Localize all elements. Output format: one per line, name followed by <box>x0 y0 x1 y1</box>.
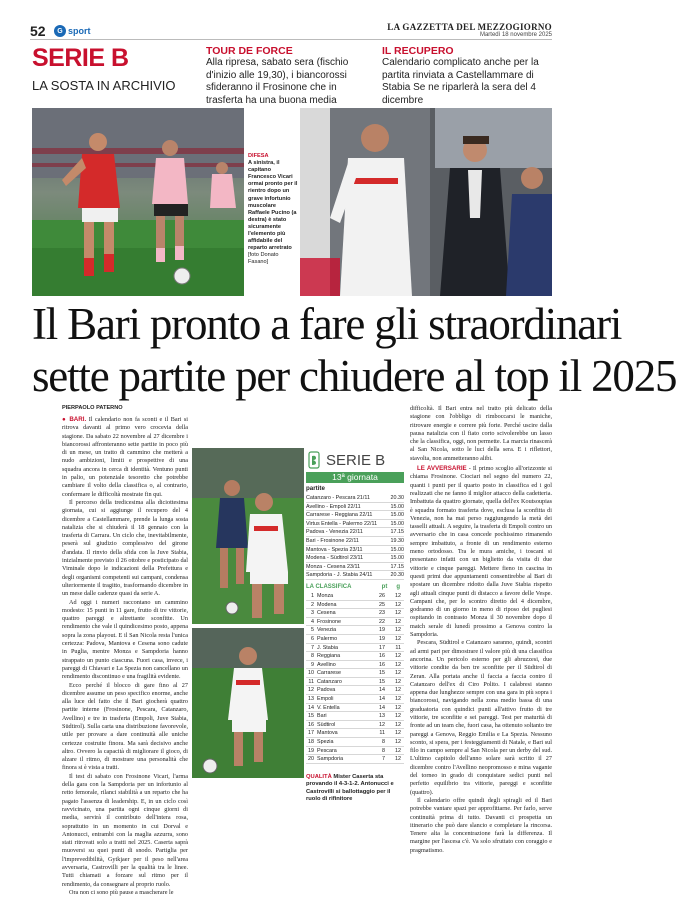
table-team: Frosinone <box>317 618 341 625</box>
section-title: SERIE B <box>32 44 129 72</box>
match-time: 20.30 <box>390 572 404 579</box>
table-pos: 1 <box>311 592 314 599</box>
newspaper-name: LA GAZZETTA DEL MEZZOGIORNO <box>387 22 552 32</box>
photo-caption <box>248 153 298 267</box>
match-teams: Mantova - Spezia 23/11 <box>306 546 363 553</box>
table-team: Spezia <box>317 739 334 746</box>
table-row <box>306 738 404 747</box>
match-time: 17.15 <box>390 529 404 536</box>
match-time: 15.00 <box>390 555 404 562</box>
table-pos: 10 <box>308 670 314 677</box>
table-points: 12 <box>379 721 385 728</box>
photo-pucino <box>300 108 552 296</box>
box-text: Calendario complicato anche per la partita rinviata a Castellammare di Stabia Se ne riparlerà la sera del 4 dicembre <box>382 57 539 106</box>
table-row <box>306 669 404 678</box>
match-row <box>306 537 404 546</box>
table-row <box>306 644 404 653</box>
headline-line-1: Il Bari pronto a fare gli straordinari <box>32 299 622 349</box>
caption-text: A sinistra, il capitano Francesco Vicari ormai pronto per il rientro dopo un grave infortunio muscolare Raffaele Pucino (a destra) è stato sicuramente l'elemento più affidabile del reparto arretrato <box>248 160 298 252</box>
table-games: 12 <box>395 687 401 694</box>
table-row <box>306 721 404 730</box>
caption-credit: [foto Donato Fasano] <box>248 252 279 266</box>
table-pos: 14 <box>308 704 314 711</box>
table-pos: 8 <box>311 653 314 660</box>
table-points: 26 <box>379 592 385 599</box>
table-team: V. Entella <box>317 704 340 711</box>
dateline: BARI. <box>69 416 87 423</box>
table-pos: 16 <box>308 721 314 728</box>
standings-table <box>306 592 404 764</box>
table-header-label: LA CLASSIFICA <box>306 583 352 590</box>
photo-pucino-image <box>300 108 552 296</box>
table-row <box>306 592 404 601</box>
section-tag <box>54 24 96 38</box>
table-team: Sampdoria <box>317 756 344 763</box>
table-points: 14 <box>379 696 385 703</box>
table-pos: 18 <box>308 739 314 746</box>
table-points: 23 <box>379 610 385 617</box>
match-teams: Carrarese - Reggiana 22/11 <box>306 512 373 519</box>
table-points: 7 <box>382 756 385 763</box>
table-points: 19 <box>379 635 385 642</box>
table-team: Mantova <box>317 730 338 737</box>
table-row <box>306 678 404 687</box>
table-points: 16 <box>379 661 385 668</box>
section-tag-label: sport <box>68 26 91 36</box>
box-tour-de-force <box>206 45 372 107</box>
match-time: 15.00 <box>390 546 404 553</box>
match-row <box>306 494 404 503</box>
match-teams: Avellino - Empoli 22/11 <box>306 503 361 510</box>
match-row <box>306 563 404 572</box>
article-paragraph: Ad oggi i numeri raccontano un cammino modesto: 15 punti in 11 gare, frutto di tre vittorie, quattro pareggi e altrettante sconfitte. Un rendimento che vale il quindicesimo posto, appena sopra la zona playout. E il San Nicola resta l'unica certezza: Padova, Mantova e Cesena sono cadute in Puglia, mentre Monza e Sampdoria hanno strappato un punto ciascuna. Fuori casa, invece, i pareggi di Chiavari e La Spezia non cancellano un rendimento discontinuo e una fragilità evidente. <box>62 598 188 681</box>
table-games: 12 <box>395 713 401 720</box>
match-row <box>306 571 404 580</box>
photo-vicari <box>32 108 244 296</box>
table-games: 12 <box>395 678 401 685</box>
match-teams: Virtus Entella - Palermo 22/11 <box>306 520 378 527</box>
table-team: Modena <box>317 601 337 608</box>
table-games: 12 <box>395 721 401 728</box>
table-row <box>306 609 404 618</box>
table-points: 25 <box>379 601 385 608</box>
match-time: 20.30 <box>390 495 404 501</box>
table-points: 19 <box>379 627 385 634</box>
table-games: 12 <box>395 696 401 703</box>
table-row <box>306 712 404 721</box>
box-text: Alla ripresa, sabato sera (fischio d'inizio alle 19,30), i biancorossi sfideranno il Frosinone che in trasferta ha una buona media <box>206 57 349 106</box>
article-column-2 <box>410 405 552 854</box>
caption-lead: DIFESA <box>248 153 269 159</box>
table-games: 12 <box>395 601 401 608</box>
table-pos: 12 <box>308 687 314 694</box>
standings-box <box>306 448 404 773</box>
box-title: IL RECUPERO <box>382 45 454 57</box>
article-column-1 <box>62 416 188 896</box>
table-points: 11 <box>379 730 385 737</box>
match-time: 19.30 <box>390 537 404 544</box>
bottom-caption <box>306 774 406 803</box>
bottom-caption-text: Mister Caserta sta provando il 4-3-1-2. Antonucci e Castrovilli si ballottaggio per il ruolo di rifinitore <box>306 774 394 802</box>
table-team: Bari <box>317 713 327 720</box>
table-team: Südtirol <box>317 721 336 728</box>
table-team: Avellino <box>317 661 336 668</box>
photo-player-ball <box>192 628 304 778</box>
table-team: Pescara <box>317 747 337 754</box>
article-paragraph: Ora non ci sono più pause a mascherare le <box>69 888 174 896</box>
standings-round: 13ª giornata <box>306 472 404 483</box>
table-row <box>306 661 404 670</box>
article-paragraph: Il test di sabato con Frosinone Vicari, l'arma della gara con la Sampdoria per un infortunio al retto femorale, rilanci stabilità a un reparto che ha pagato l'assenza di leadership. E, in un ciclo così ravvicinato, una partita ogni cinque giorni di media, servirà il contributo dell'intera rosa, soprattutto in un momento in cui Dorval e Antonucci, entrambi con la maglia azzurra, sono stati ritrovati solo a tratti nel 2025. Caserta saprà muoversi su quei punti di snodo. Partiglia per l'imprevedibilità, Gytkjaer per il peso nell'area avversaria, Castrovilli per la qualità tra le linee. Tutti chiamati a forzare sul ritmo per il rendimento, da consegnare al proprio ruolo. <box>62 772 188 888</box>
table-pos: 6 <box>311 635 314 642</box>
table-columns <box>382 582 404 592</box>
table-header <box>306 582 404 592</box>
table-games: 12 <box>395 747 401 754</box>
table-pos: 5 <box>311 627 314 634</box>
match-row <box>306 554 404 563</box>
table-points: 15 <box>379 678 385 685</box>
table-row <box>306 686 404 695</box>
box-title: TOUR DE FORCE <box>206 45 293 57</box>
article-paragraph: LE AVVERSARIE - Il primo scoglio all'orizzonte si chiama Frosinone. Ciociari nel segno del numero 22, quanti i punti per il quarto posto in classifica ed i gol realizzati che ne fanno il miglior attacco della cadetteria. Imbattuta da quattro giornate, quella dell'ex Koutsoupias è squadra formato trasferta dove, esclusa la sconfitta di Venezia, non ha mai perso raggiungendo la metà dei tasselli attuali. A seguire, la trasferta di Empoli contro un avversario che in casa concede pochissimo rimanendo sempre imbattuto, a fronte di un rendimento esterno meno ortodosso. Tra le mura amiche, i toscani si presentano infatti con un biglietto da visita di due vittorie e cinque pareggi. Mettere fieno in cascina in questi primi due appuntamenti consentirebbe al Bari di spostare un dicembre ridotto dalla Juve Stabia rispetto agli attuali cinque punti di distacco a favore delle Vespe. Campani che, per lo scontro diretto del 4 dicembre, godranno di un giorno in meno di riposo dei pugliesi ospitando in contrasto Monza il 30 novembre dopo il match serale di lunedì prossimo a Genova contro la Sampdoria. <box>410 465 552 639</box>
photo-vicari-image <box>32 108 244 296</box>
matches-list <box>306 494 404 580</box>
match-teams: Padova - Venezia 22/11 <box>306 529 363 536</box>
table-row <box>306 747 404 756</box>
article-paragraph: difficoltà. Il Bari entra nel tratto più delicato della stagione con l'obbligo di rimboccarsi le maniche, ritrovare energie e correre più forte. Perché uscire dalla pausa natalizia con il fiato corto scivolerebbe un lasso che la classifica, oggi, non permette. La marcia rinascerà al San Nicola, sotto le luci della sera. E i riflettori, stavolta, non ammetteranno alibi. <box>410 405 552 462</box>
table-games: 12 <box>395 592 401 599</box>
table-games: 12 <box>395 653 401 660</box>
table-games: 12 <box>395 730 401 737</box>
article-paragraph: Il percorso della tredicesima alla diciottesima giornata, cui si aggiunge il recupero del 4 dicembre a Castellammare, prende la lunga sosta natalizia che si chiuderà il 18 gennaio con la trasferta di Carrara. Un ciclo che, inevitabilmente, peserà sul giudizio complessivo del girone d'andata. Il rinvio della sfida con la Juve Stabia, inizialmente previsto il 26 ottobre e posticipato dal Viminale dopo le indicazioni della Prefettura e degli organismi competenti sui campani, condensa ulteriormente il tragitto, trasformando dicembre in un mese dalle cadenze quasi da serie A. <box>62 498 188 598</box>
box-recupero <box>382 45 552 107</box>
table-points: 8 <box>382 739 385 746</box>
standings-header <box>306 448 404 472</box>
subhead-avversarie: LE AVVERSARIE <box>417 465 467 473</box>
match-time: 15.00 <box>390 520 404 527</box>
table-games: 12 <box>395 670 401 677</box>
table-games: 12 <box>395 756 401 763</box>
match-teams: Catanzaro - Pescara 21/11 <box>306 495 371 501</box>
table-pos: 2 <box>311 601 314 608</box>
table-row <box>306 601 404 610</box>
table-col-g: g <box>396 583 400 590</box>
gazzetta-logo-icon: G <box>54 25 66 37</box>
table-row <box>306 704 404 713</box>
table-points: 16 <box>379 653 385 660</box>
table-team: Palermo <box>317 635 338 642</box>
match-teams: Sampdoria - J. Stabia 24/11 <box>306 572 373 579</box>
article-paragraph: ● BARI. Il calendario non fa sconti e il Bari si ritrova davanti al primo vero crocevia della stagione. Da sabato 22 novembre al 27 dicembre i biancorossi affronteranno sette partite in poco più di un mese, un tratto di cammino che metterà a nudo ambizioni, limiti e prospettive di una squadra ancora in cerca di identità. Ventuno punti in palio, un potenziale tesoretto che potrebbe cambiare il volto della classifica o, al contrario, confermare le difficoltà mostrate fin qui. <box>62 416 188 498</box>
table-team: Monza <box>317 592 334 599</box>
page-number: 52 <box>30 23 46 39</box>
table-points: 15 <box>379 670 385 677</box>
table-row <box>306 755 404 764</box>
serie-b-logo-icon <box>308 451 320 469</box>
photo-player-dribble-image <box>192 448 304 624</box>
table-pos: 15 <box>308 713 314 720</box>
table-team: Cesena <box>317 610 336 617</box>
top-bar <box>30 22 552 40</box>
table-games: 12 <box>395 704 401 711</box>
table-pos: 9 <box>311 661 314 668</box>
table-games: 12 <box>395 627 401 634</box>
table-points: 22 <box>379 618 385 625</box>
table-team: Venezia <box>317 627 337 634</box>
standings-title: SERIE B <box>326 451 386 469</box>
table-row <box>306 729 404 738</box>
headline <box>32 298 676 402</box>
table-pos: 4 <box>311 618 314 625</box>
photo-player-dribble <box>192 448 304 624</box>
table-row <box>306 635 404 644</box>
article-paragraph: Il calendario offre quindi degli spiragli ed il Bari potrebbe vantare spazi per approfittarne. Per farlo, serve continuità prima di tutto. Davanti ci prospetta un itinerario che può dare slancio e completare la rincorsa. Tenere alta la concentrazione farà la differenza. Il margine per l'ascesa c'è. Va solo sfruttato con coraggio e pragmatismo. <box>410 796 552 854</box>
table-pos: 19 <box>308 747 314 754</box>
match-teams: Modena - Südtirol 23/11 <box>306 555 364 562</box>
table-pos: 11 <box>308 678 314 685</box>
table-games: 12 <box>395 635 401 642</box>
match-time: 15.00 <box>390 512 404 519</box>
table-team: J. Stabia <box>317 644 338 651</box>
table-row <box>306 626 404 635</box>
table-team: Reggiana <box>317 653 341 660</box>
table-games: 11 <box>395 644 401 651</box>
table-row <box>306 618 404 627</box>
match-time: 15.00 <box>390 503 404 510</box>
article-paragraph: Pescara, Südtirol e Catanzaro saranno, quindi, scontri ad armi pari per dimostrare il valore più di una classifica ancorina. Un pericolo esterno per gli abruzzesi, due vittorie condite da ben tre sconfitte per il Südtirol di Zeran. Alla portata anche il faccia a faccia contro il Catanzaro dell'ex di Ciro Polito. I calabresi stanno appena due lunghezze sempre con una gara in più sopra i biancorossi, navigando nella zona medio bassa di una graduatoria con quindici punti all'attivo frutto di tre vittorie, tre sconfitte e sei pareggi. Test per maturità di fronte ad un team che, fuori casa, ha ottenuto soltanto tre pareggi a Genova, Reggio Emilia e La Spezia. Nessuno sconto, si spera, per i festeggiamenti di Natale, e Bari sul filo in campo sempre al San Nicola per un derby del sud. L'ultimo capitolo dell'anno solare sarà scritto il 27 dicembre contro l'Avellino neopromosso e mina vagante del torneo in grado di conquistare sedici punti nel perfetto equilibrio tra vittorie, pareggi e sconfitte (quattro). <box>410 639 552 796</box>
match-row <box>306 520 404 529</box>
table-team: Catanzaro <box>317 678 342 685</box>
table-team: Empoli <box>317 696 334 703</box>
headline-line-2: sette partite per chiudere al top il 2025 <box>32 351 676 401</box>
table-games: 12 <box>395 610 401 617</box>
table-team: Carrarese <box>317 670 341 677</box>
table-pos: 20 <box>308 756 314 763</box>
table-row <box>306 652 404 661</box>
table-games: 12 <box>395 618 401 625</box>
bottom-caption-lead: QUALITÀ <box>306 774 332 780</box>
match-teams: Monza - Cesena 23/11 <box>306 563 361 570</box>
table-points: 14 <box>379 687 385 694</box>
table-pos: 7 <box>311 644 314 651</box>
match-time: 17.15 <box>390 563 404 570</box>
section-subtitle: LA SOSTA IN ARCHIVIO <box>32 78 176 93</box>
article-paragraph: Ecco perché il blocco di gare fino al 27 dicembre assume un peso specifico enorme, anche alla luce del fatto che il Bari giocherà quattro partite interne (Frosinone, Pescara, Catanzaro, Avellino) e tre in trasferta (Empoli, Juve Stabia, Südtirol). Sulla carta una distribuzione favorevole, utile per provare a dare continuità alle uniche certezze costruite finora. Ma sarà decisivo anche altro. Ovvero la capacità di migliorare il gioco, di alzare il ritmo, di mostrare una personalità che finora si è vista a tratti. <box>62 681 188 772</box>
match-row <box>306 546 404 555</box>
match-teams: Bari - Frosinone 22/11 <box>306 537 359 544</box>
table-points: 8 <box>382 747 385 754</box>
table-team: Padova <box>317 687 336 694</box>
match-row <box>306 503 404 512</box>
table-games: 12 <box>395 739 401 746</box>
table-games: 12 <box>395 661 401 668</box>
table-pos: 3 <box>311 610 314 617</box>
photo-player-ball-image <box>192 628 304 778</box>
table-pos: 13 <box>308 696 314 703</box>
table-col-pt: pt <box>381 583 388 590</box>
match-row <box>306 511 404 520</box>
table-pos: 17 <box>308 730 314 737</box>
table-points: 13 <box>379 713 385 720</box>
table-points: 17 <box>379 644 385 651</box>
match-row <box>306 528 404 537</box>
issue-date: Martedì 18 novembre 2025 <box>479 32 552 38</box>
matches-header: partite <box>306 485 325 492</box>
table-row <box>306 695 404 704</box>
dateline-bullet: ● <box>62 416 70 423</box>
table-points: 14 <box>379 704 385 711</box>
byline: PIERPAOLO PATERNO <box>62 405 123 411</box>
